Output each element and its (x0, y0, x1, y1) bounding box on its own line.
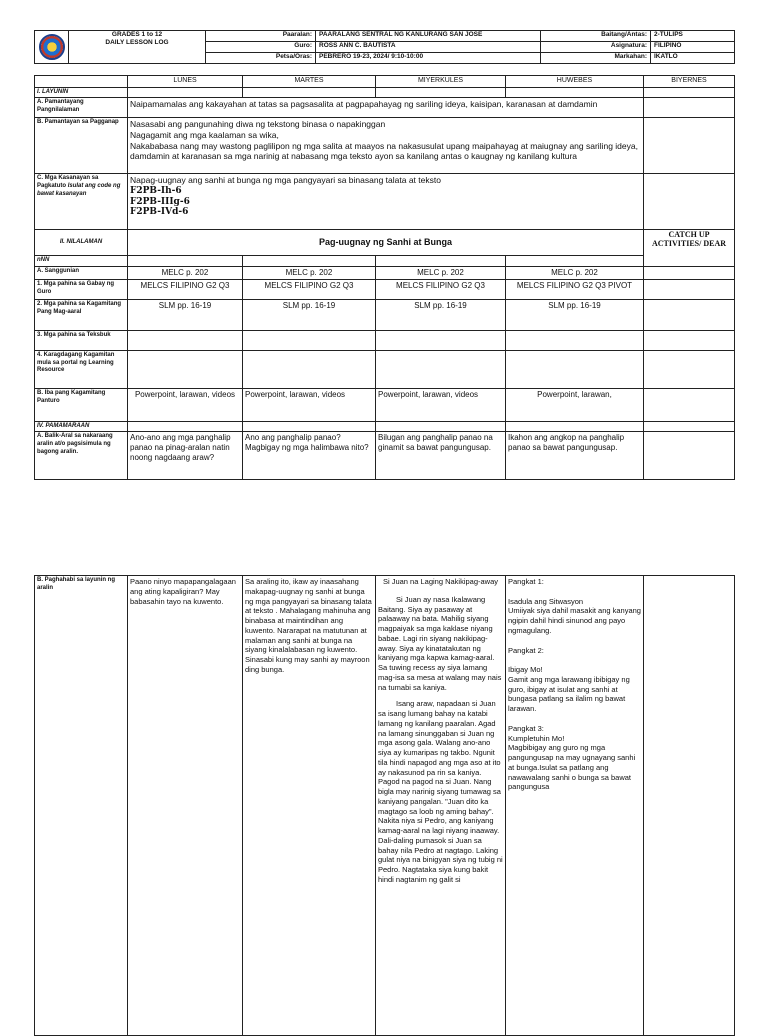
daily-lesson-log-title: DAILY LESSON LOG (105, 39, 169, 47)
markahan-value: IKATLO (651, 53, 735, 64)
kasanayan-label-italic: Isulat ang code ng bawat kasanayan (37, 183, 121, 197)
day-header-miyerkules: MIYERKULES (376, 76, 506, 88)
group-1-title: Pangkat 1: (508, 577, 544, 586)
nilalaman-section-label: II. NILALAMAN (35, 230, 128, 256)
pamantayan-pagganap-label: B. Pamantayan sa Pagganap (35, 118, 128, 174)
kagamitang-mag-aaral-label: 2. Mga pahina sa Kagamitang Pang Mag-aaral (35, 299, 128, 330)
baitang-value: 2-TULIPS (651, 31, 735, 42)
guro-value: ROSS ANN C. BAUTISTA (316, 42, 541, 53)
pagganap-line-3: Nakababasa nang may wastong paglilipon ng mga salita at maayos na nakasusulat upang maipahayag at maiugnay ang sariling ideya, damdamin at karanasan sa mga narinig at nabasang mga teksto ayon sa kanilang antas o kaugnay ng kanilang kultura (130, 140, 638, 162)
deped-logo-cell (35, 31, 69, 64)
day-header-biyernes: BIYERNES (644, 76, 735, 88)
sanggunian-huwebes: MELC p. 202 (506, 266, 644, 279)
kasanayan-label: C. Mga Kasanayan sa Pagkatuto Isulat ang code ng bawat kasanayan (35, 174, 128, 230)
group-3 (508, 724, 641, 792)
balik-aral-miyerkules: Bilugan ang panghalip panao na ginamit sa bawat pangungusap. (376, 432, 506, 480)
teksbuk-label: 3. Mga pahina sa Teksbuk (35, 330, 128, 350)
iba-pang-kagamitan-martes: Powerpoint, larawan, videos (243, 388, 376, 421)
corner-cell (35, 76, 128, 88)
kagamitang-mag-aaral-huwebes: SLM pp. 16-19 (506, 299, 644, 330)
lesson-plan-table (34, 75, 735, 480)
group-2-text: Gamit ang mga larawang ibibigay ng guro, ibigay at isulat ang sanhi at bungasa patlang sa ilalim ng bawat larawan. (508, 674, 630, 713)
group-3-title: Pangkat 3: (508, 723, 544, 733)
asignatura-value: FILIPINO (651, 42, 735, 53)
sanggunian-lunes: MELC p. 202 (128, 266, 243, 279)
iba-pang-kagamitan-huwebes: Powerpoint, larawan, (506, 388, 644, 421)
guro-label: Guro: (206, 42, 316, 53)
iba-pang-kagamitan-miyerkules: Powerpoint, larawan, videos (376, 388, 506, 421)
petsa-value: PEBRERO 19-23, 2024/ 9:10-10:00 (316, 53, 541, 64)
group-1 (508, 577, 641, 636)
pamamaraan-section-label: IV. PAMAMARAAN (35, 421, 128, 432)
story-cell (376, 576, 506, 1036)
sanggunian-martes: MELC p. 202 (243, 266, 376, 279)
lesson-plan-table-continued (34, 575, 735, 1036)
gabay-guro-martes: MELCS FILIPINO G2 Q3 (243, 279, 376, 299)
kasanayan-competency: Napag-uugnay ang sanhi at bunga ng mga pangyayari sa binasang talata at teksto (130, 175, 441, 186)
kagamitang-mag-aaral-miyerkules: SLM pp. 16-19 (376, 299, 506, 330)
pamantayang-pangnilalaman-text: Naipamamalas ang kakayahan at tatas sa pagsasalita at pagpapahayag ng sariling ideya, kaisipan, karanasan at damdamin (128, 98, 644, 118)
title-block (69, 31, 206, 64)
day-header-huwebes: HUWEBES (506, 76, 644, 88)
pagganap-line-2: Nagagamit ang mga kaalaman sa wika, (130, 129, 279, 140)
header-table (34, 30, 735, 64)
pagganap-line-1: Nasasabi ang pangunahing diwa ng tekstong binasa o napakinggan (130, 119, 386, 130)
gabay-guro-huwebes: MELCS FILIPINO G2 Q3 PIVOT (506, 279, 644, 299)
balik-aral-huwebes: Ikahon ang angkop na panghalip panao sa bawat pangungusap. (506, 432, 644, 480)
petsa-label: Petsa/Oras: (206, 53, 316, 64)
day-header-lunes: LUNES (128, 76, 243, 88)
layunin-section-label: I. LAYUNIN (35, 87, 128, 98)
paghahabi-martes: Sa araling ito, ikaw ay inaasahang makapag-uugnay ng sanhi at bunga ng mga pangyayari sa binasang talata at teksto . Mahalagang mahinuha ang binabasa at maintindihan ang kuwento. Nararapat na matutunan at malaman ang sanhi at bunga na siyang kinalalabasan ng kuwento. Sinasabi kung may sanhi ay mayroon ding bunga. (243, 576, 376, 1036)
group-3-text: Magbibigay ang guro ng mga pangungusap na may ugnayang sanhi at bunga.Isulat sa patlang ang nawawalang sanhi o bunga sa bawat pangungusa (508, 743, 636, 792)
story-paragraph-2: Isang araw, napadaan si Juan sa isang lumang bahay na katabi lamang ng kanilang paaralan. Agad na lamang sinunggaban si Juan ng mga asong gala. Walang ano-ano siya ay kumaripas ng takbo. Ngunit tila hindi napagod ang mga aso at ito ay nakasunod pa rin sa kaniya. Pagod na pagod na si Juan. Nang bigla may narinig siyang tumawag sa kaniyang pangalan. "Juan dito ka magtago sa loob ng aming bahay". Nakita niya si Pedro, ang kaniyang kamag-aaral na lagi niyang inaaway. Dali-daling pumasok si Juan sa bahay nila Pedro at nagtago. Laking gulat niya na binigyan siya ng tubig ni Pedro. Nagtataka siya kung bakit hindi nagtanim ng galit si (378, 699, 503, 884)
day-header-row (35, 76, 735, 88)
day-header-martes: MARTES (243, 76, 376, 88)
group-3-subtitle: Kumpletuhin Mo! (508, 733, 565, 743)
iba-pang-kagamitan-label: B. Iba pang Kagamitang Panturo (35, 388, 128, 421)
kagamitang-mag-aaral-lunes: SLM pp. 16-19 (128, 299, 243, 330)
paaralan-value: PAARALANG SENTRAL NG KANLURANG SAN JOSE (316, 31, 541, 42)
sanggunian-label: A. Sanggunian (35, 266, 128, 279)
grades-title: GRADES 1 to 12 (111, 31, 163, 38)
balik-aral-label: A. Balik-Aral sa nakaraang aralin at/o pagsisimula ng bagong aralin. (35, 432, 128, 480)
lesson-topic: Pag-uugnay ng Sanhi at Bunga (128, 230, 644, 256)
paaralan-label: Paaralan: (206, 31, 316, 42)
story-paragraph-1: Si Juan ay nasa Ikalawang Baitang. Siya ay pasaway at palaaway na bata. Mahilig siyang magpaiyak sa mga kaklase niyang babae. Lagi rin siyang nakikipag-away. Siya ay kinatatakutan ng kaniyang mga kapwa kamag-aaral. Sa tuwing recess ay siya lamang mag-isa sa mesa at walang may nais na tumabi sa kaniya. (378, 594, 502, 692)
story-title: Si Juan na Laging Nakikipag-away (382, 577, 499, 586)
group-1-text: Umiiyak siya dahil masakit ang kanyang ngipin dahil hindi sinunod ang payo ngmagulang. (508, 606, 641, 635)
group-2 (508, 646, 641, 714)
gabay-guro-label: 1. Mga pahina sa Gabay ng Guro (35, 279, 128, 299)
kasanayan-code-1: F2PB-Ih-6 (130, 185, 182, 196)
baitang-label: Baitang/Antas: (541, 31, 651, 42)
paghahabi-label: B. Paghahabi sa layunin ng aralin (35, 576, 128, 1036)
kasanayan-code-2: F2PB-IIIg-6 (130, 196, 190, 207)
deped-seal-icon (39, 34, 65, 60)
paghahabi-lunes: Paano ninyo mapapangalagaan ang ating kapaligiran? May babasahin tayo na kuwento. (128, 576, 243, 1036)
paghahabi-biyernes (644, 576, 735, 1036)
group-activities-cell (506, 576, 644, 1036)
iba-pang-kagamitan-lunes: Powerpoint, larawan, videos (128, 388, 243, 421)
sanggunian-miyerkules: MELC p. 202 (376, 266, 506, 279)
group-2-subtitle: Ibigay Mo! (508, 665, 543, 674)
kagamitang-mag-aaral-martes: SLM pp. 16-19 (243, 299, 376, 330)
pamantayang-pangnilalaman-label: A. Pamantayang Pangnilalaman (35, 98, 128, 118)
markahan-label: Markahan: (541, 53, 651, 64)
pamantayan-pagganap-text (128, 118, 644, 174)
balik-aral-martes: Ano ang panghalip panao? Magbigay ng mga halimbawa nito? (243, 432, 376, 480)
balik-aral-lunes: Ano-ano ang mga panghalip panao na pinag-aralan natin noong nagdaang araw? (128, 432, 243, 480)
kasanayan-code-3: F2PB-IVd-6 (130, 207, 189, 218)
gabay-guro-lunes: MELCS FILIPINO G2 Q3 (128, 279, 243, 299)
catch-up-activities: CATCH UP ACTIVITIES/ DEAR (644, 230, 735, 267)
nnn-label: nNN (35, 256, 128, 267)
karagdagang-kagamitan-label: 4. Karagdagang Kagamitan mula sa portal ng Learning Resource (35, 350, 128, 388)
asignatura-label: Asignatura: (541, 42, 651, 53)
group-2-title: Pangkat 2: (508, 645, 544, 655)
group-1-subtitle: Isadula ang Sitwasyon (508, 596, 584, 606)
kasanayan-text (128, 174, 644, 230)
gabay-guro-miyerkules: MELCS FILIPINO G2 Q3 (376, 279, 506, 299)
